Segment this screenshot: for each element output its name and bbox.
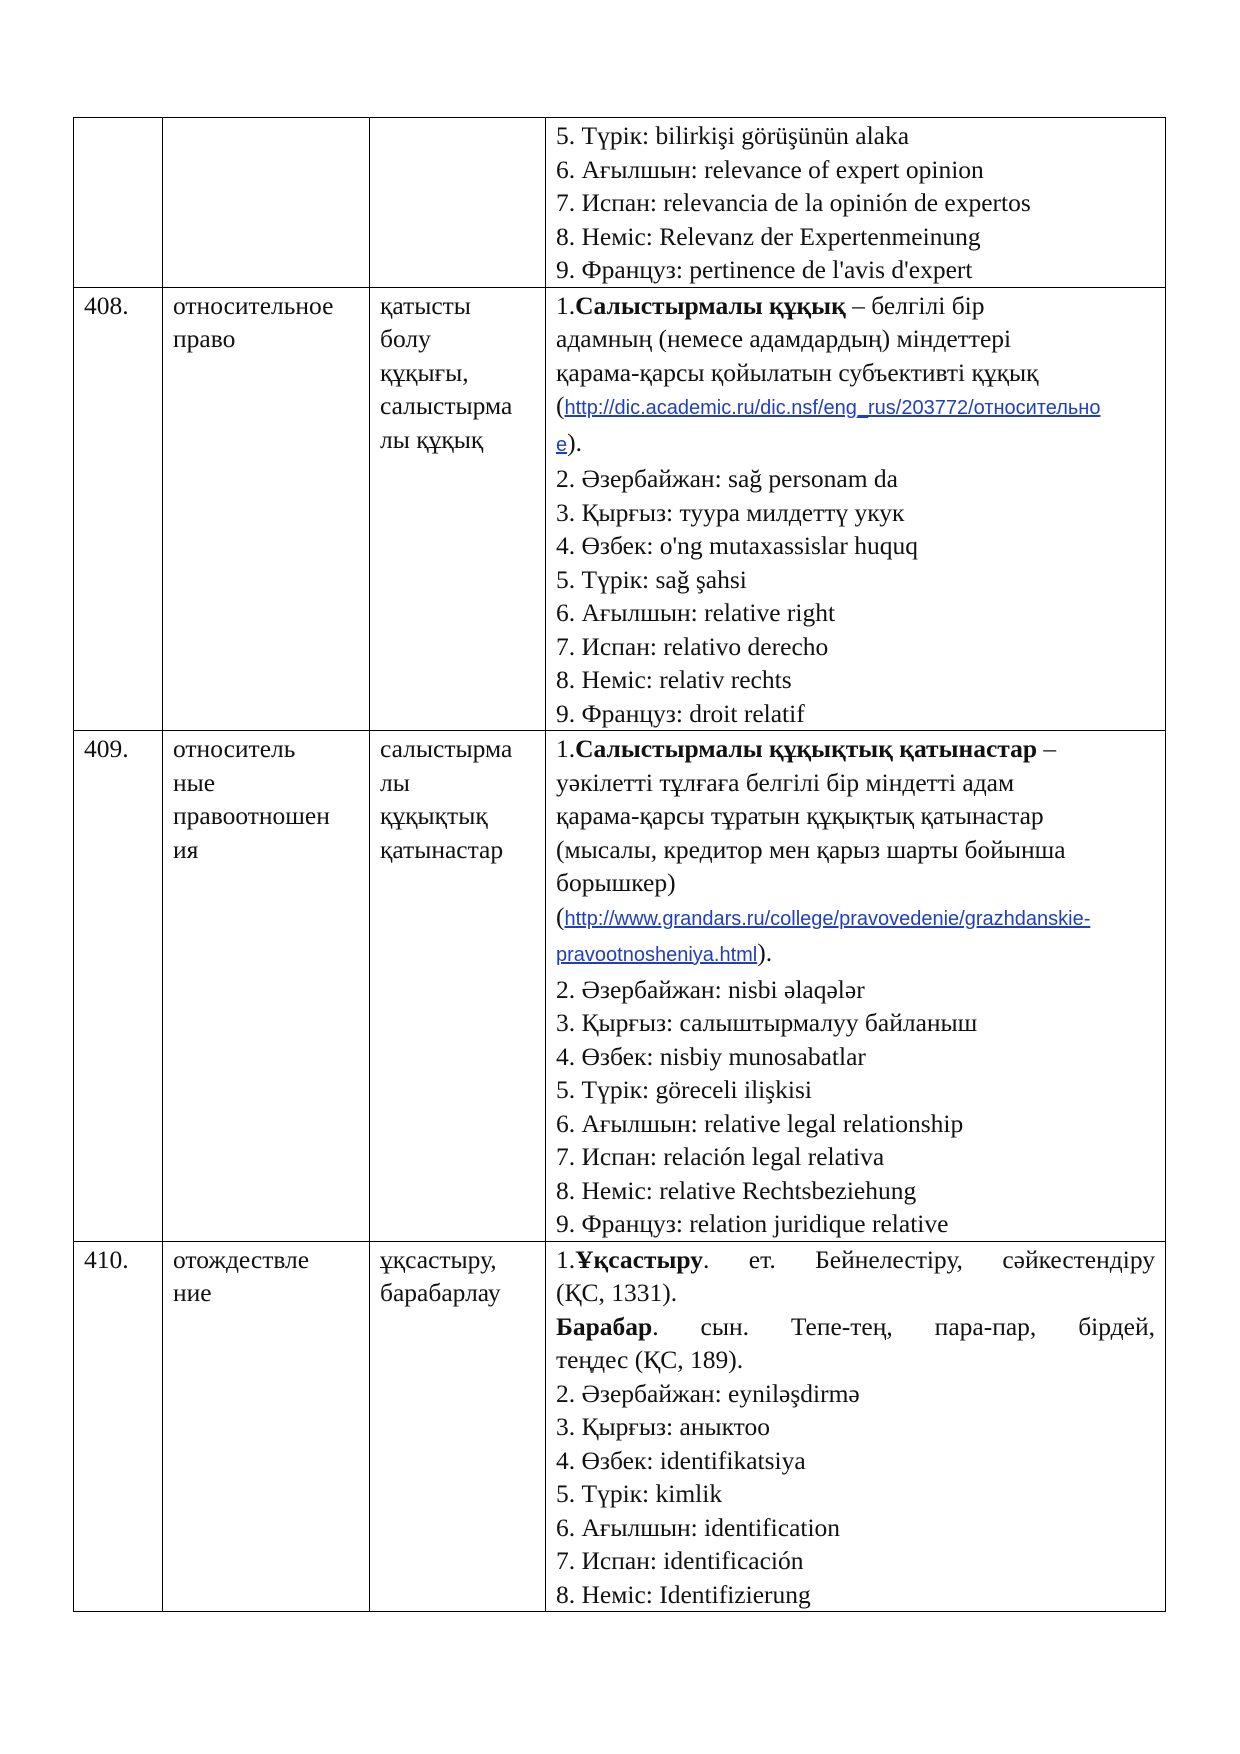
- translation-line: 4. Өзбек: nisbiy munosabatlar: [556, 1041, 866, 1071]
- entry-number: 408.: [74, 287, 163, 731]
- translation-line: 7. Испан: identificación: [556, 1546, 804, 1575]
- definition-line: қарама-қарсы тұратын құқықтық қатынастар: [556, 801, 1044, 830]
- definition-first-line: 1.Салыстырмалы құқық – белгілі бір: [556, 290, 985, 320]
- definition-line: уәкілетті тұлғаға белгілі бір міндетті адам: [556, 767, 1015, 797]
- kazakh-term-line: ұқсастыру,: [380, 1244, 497, 1274]
- definition-text: –: [1037, 734, 1057, 763]
- russian-term-line: правоотношен: [173, 801, 330, 830]
- definition-first-line: 1.Ұқсастыру. ет. Бейнелестіру, сәйкестендіру: [556, 1244, 1155, 1274]
- definition-first-line: 1.Салыстырмалы құқықтық қатынастар –: [556, 734, 1057, 763]
- russian-term-line: право: [173, 324, 236, 353]
- source-link-continuation[interactable]: е: [556, 433, 568, 456]
- translation-line: 2. Әзербайжан: eyniləşdirmə: [556, 1378, 860, 1408]
- source-link-line: е).: [556, 427, 582, 457]
- source-link[interactable]: http://www.grandars.ru/college/pravovedenie/grazhdanskie-: [564, 907, 1091, 930]
- table-row: [74, 731, 1166, 1242]
- kazakh-term-line: салыстырма: [380, 734, 513, 763]
- translation-line: 9. Француз: pertinence de l'avis d'expert: [556, 255, 973, 284]
- table-row: [74, 287, 1166, 731]
- source-link-line: (http://www.grandars.ru/college/pravovedenie/grazhdanskie-: [556, 901, 1091, 931]
- kazakh-term-line: салыстырма: [380, 391, 513, 420]
- kazakh-term-line: болу: [380, 324, 431, 353]
- kazakh-term-cell: [370, 731, 546, 1242]
- kazakh-term-cell: [370, 118, 546, 288]
- definition-term: Салыстырмалы құқықтық қатынастар: [575, 734, 1038, 763]
- translation-line: 3. Қырғыз: туура милдеттү укук: [556, 497, 905, 527]
- definition-line: (ҚС, 1331).: [556, 1278, 678, 1307]
- translation-line: 2. Әзербайжан: sağ personam da: [556, 464, 898, 493]
- definition-cell: [546, 118, 1166, 288]
- russian-term-line: ные: [173, 767, 216, 797]
- translation-line: 7. Испан: relativo derecho: [556, 631, 829, 661]
- definition-term: Салыстырмалы құқық: [575, 290, 846, 320]
- russian-term-cell: [163, 287, 370, 731]
- translation-line: 4. Өзбек: o'ng mutaxassislar huquq: [556, 531, 918, 560]
- translation-line: 6. Ағылшын: identification: [556, 1512, 841, 1542]
- definition-line: адамның (немесе адамдардың) міндеттері: [556, 324, 1012, 353]
- definition-cell: [546, 287, 1166, 731]
- translation-line: 5. Түрік: kimlik: [556, 1479, 723, 1508]
- translation-line: 6. Ағылшын: relative right: [556, 598, 836, 627]
- kazakh-term-cell: [370, 1241, 546, 1612]
- definition-second-term-line: [556, 1310, 1155, 1344]
- russian-term-line: ние: [173, 1278, 212, 1307]
- definition-term: Ұқсастыру: [575, 1244, 703, 1274]
- definition-cell: [546, 1241, 1166, 1612]
- russian-term-line: отождествле: [173, 1244, 310, 1274]
- definition-line: қарама-қарсы қойылатын субъективті құқық: [556, 357, 1039, 387]
- translation-line: 8. Неміс: Relevanz der Expertenmeinung: [556, 221, 981, 251]
- dictionary-table: [73, 117, 1166, 1612]
- kazakh-term-line: лы: [380, 767, 410, 797]
- kazakh-term-line: қатынастар: [380, 834, 504, 864]
- kazakh-term-line: құқығы,: [380, 357, 469, 387]
- definition-term-2: Барабар: [556, 1311, 653, 1341]
- entry-number: 409.: [74, 731, 163, 1242]
- translation-line: 5. Түрік: göreceli ilişkisi: [556, 1075, 813, 1104]
- table-row: [74, 1241, 1166, 1612]
- translation-line: 3. Қырғыз: салыштырмалуу байланыш: [556, 1008, 978, 1037]
- translation-line: 6. Ағылшын: relative legal relationship: [556, 1108, 964, 1138]
- russian-term-line: относитель: [173, 734, 296, 763]
- kazakh-term-line: барабарлау: [380, 1278, 501, 1307]
- definition-text: . ет. Бейнелестіру, сәйкестендіру: [702, 1244, 1155, 1274]
- translation-line: 2. Әзербайжан: nisbi əlaqələr: [556, 974, 865, 1004]
- translation-line: 6. Ағылшын: relevance of expert opinion: [556, 154, 984, 184]
- source-link[interactable]: http://dic.academic.ru/dic.nsf/eng_rus/203772/относительно: [564, 397, 1101, 419]
- definition-text: – белгілі бір: [845, 290, 985, 320]
- source-link-continuation[interactable]: pravootnosheniya.html: [556, 944, 758, 966]
- translation-line: 8. Неміс: relative Rechtsbeziehung: [556, 1175, 917, 1205]
- definition-line: теңдес (ҚС, 189).: [556, 1345, 744, 1374]
- russian-term-line: относительное: [173, 290, 334, 320]
- entry-number: 410.: [74, 1241, 163, 1612]
- russian-term-cell: [163, 118, 370, 288]
- translation-line: 5. Түрік: sağ şahsi: [556, 564, 747, 594]
- definition-line: (мысалы, кредитор мен қарыз шарты бойынша: [556, 834, 1066, 864]
- source-link-line: pravootnosheniya.html).: [556, 938, 773, 967]
- russian-term-cell: [163, 1241, 370, 1612]
- translation-line: 5. Түрік: bilirkişi görüşünün alaka: [556, 121, 910, 150]
- definition-text-2: . сын. Тепе-тең, пара-пар, бірдей,: [652, 1311, 1155, 1341]
- source-link-line: (http://dic.academic.ru/dic.nsf/eng_rus/203772/относительно: [556, 391, 1101, 420]
- translation-line: 9. Француз: relation juridique relative: [556, 1209, 949, 1238]
- translation-line: 3. Қырғыз: аныктоо: [556, 1412, 770, 1441]
- translation-line: 7. Испан: relación legal relativa: [556, 1142, 885, 1171]
- russian-term-line: ия: [173, 834, 199, 864]
- translation-line: 7. Испан: relevancia de la opinión de expertos: [556, 188, 1031, 217]
- translation-line: 9. Француз: droit relatif: [556, 698, 805, 728]
- definition-line: борышкер): [556, 868, 676, 897]
- num-cell: [74, 118, 163, 288]
- kazakh-term-cell: [370, 287, 546, 731]
- translation-line: 8. Неміс: Identifizierung: [556, 1579, 811, 1609]
- translation-line: 8. Неміс: relativ rechts: [556, 665, 792, 694]
- kazakh-term-line: құқықтық: [380, 801, 488, 830]
- translation-line: 4. Өзбек: identifikatsiya: [556, 1445, 806, 1475]
- table-row-continuation: [74, 118, 1166, 288]
- kazakh-term-line: қатысты: [380, 290, 471, 320]
- kazakh-term-line: лы құқық: [380, 424, 484, 454]
- definition-cell: [546, 731, 1166, 1242]
- russian-term-cell: [163, 731, 370, 1242]
